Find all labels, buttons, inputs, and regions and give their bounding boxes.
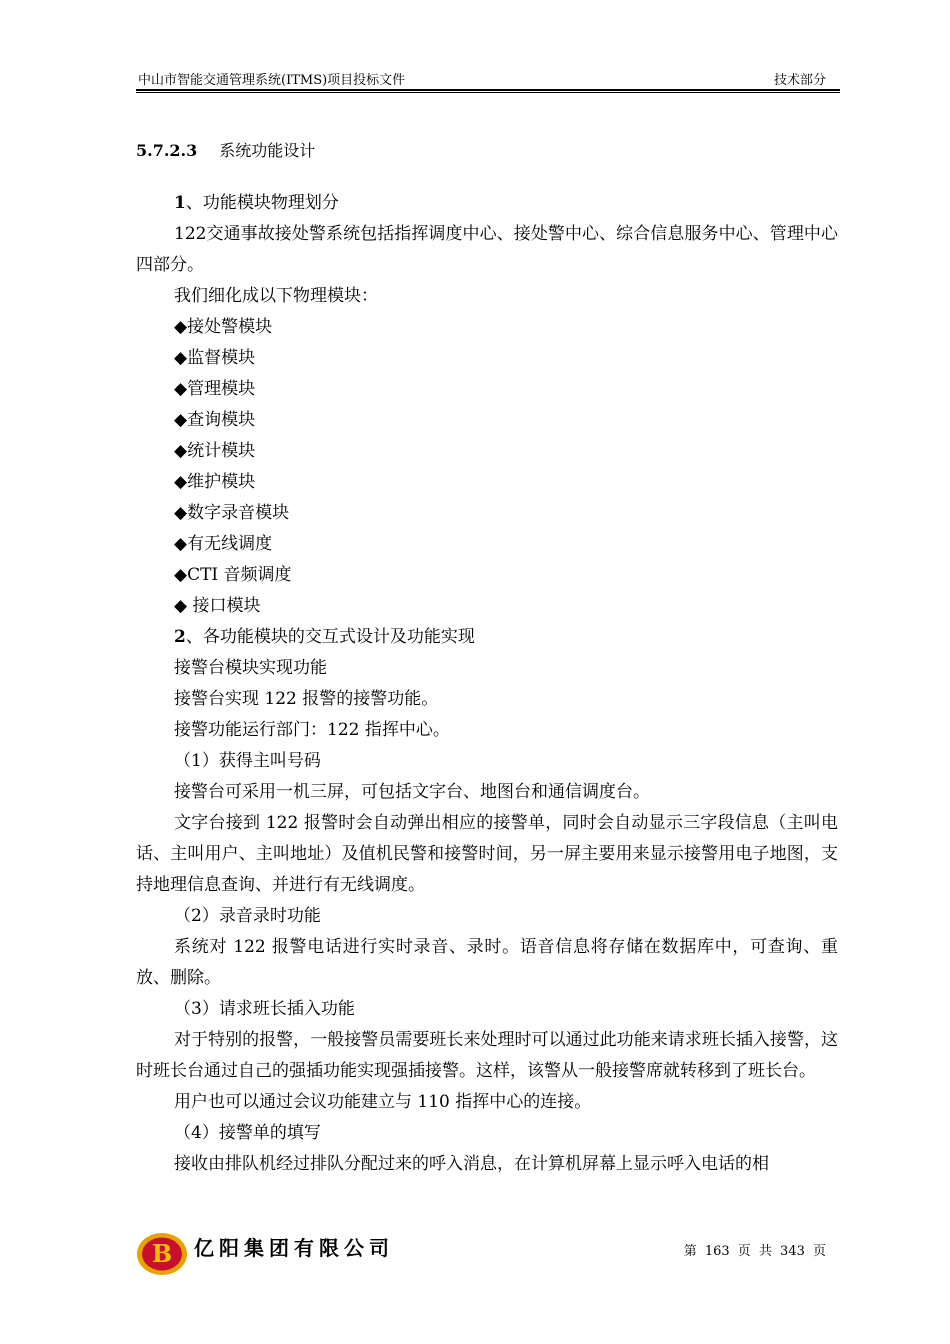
page-number: 第 163 页 共 343 页 bbox=[683, 1244, 826, 1259]
paragraph-text: 接收由排队机经过排队分配过来的呼入消息，在计算机屏幕上显示呼入电话的相 bbox=[174, 1154, 769, 1174]
paragraph-text: ◆监督模块 bbox=[174, 348, 256, 368]
paragraph-text: ◆数字录音模块 bbox=[174, 503, 290, 523]
paragraph-text: ◆维护模块 bbox=[174, 472, 256, 492]
paragraph-text: 、功能模块物理划分 bbox=[185, 193, 339, 213]
paragraph-text: 系统对 122 报警电话进行实时录音、录时。语音信息将存储在数据库中，可查询、重放、删除。 bbox=[136, 937, 838, 988]
paragraph bbox=[136, 808, 838, 901]
paragraph-text: ◆管理模块 bbox=[174, 379, 256, 399]
svg-text:B: B bbox=[151, 1239, 173, 1268]
section-heading bbox=[136, 140, 315, 162]
paragraph bbox=[136, 374, 838, 405]
paragraph bbox=[136, 994, 838, 1025]
section-title: 系统功能设计 bbox=[219, 141, 316, 160]
header-rule-thin bbox=[136, 92, 840, 93]
paragraph-text: ◆查询模块 bbox=[174, 410, 256, 430]
paragraph bbox=[136, 746, 838, 777]
paragraph bbox=[136, 932, 838, 994]
page-footer bbox=[136, 1228, 840, 1280]
page-header bbox=[136, 72, 840, 90]
paragraph-text: 接警功能运行部门：122 指挥中心。 bbox=[174, 720, 450, 740]
paragraph bbox=[136, 343, 838, 374]
paragraph-text: ◆统计模块 bbox=[174, 441, 256, 461]
paragraph-text: ◆有无线调度 bbox=[174, 534, 273, 554]
paragraph-text: 用户也可以通过会议功能建立与 110 指挥中心的连接。 bbox=[174, 1092, 592, 1112]
paragraph bbox=[136, 777, 838, 808]
paragraph bbox=[136, 1118, 838, 1149]
paragraph-text: ◆CTI 音频调度 bbox=[174, 565, 292, 585]
paragraph bbox=[136, 901, 838, 932]
section-number: 5.7.2.3 bbox=[136, 141, 198, 160]
paragraph bbox=[136, 188, 838, 219]
paragraph-text: （4）接警单的填写 bbox=[174, 1123, 321, 1143]
paragraph bbox=[136, 1149, 838, 1180]
paragraph-text: ◆ 接口模块 bbox=[174, 596, 261, 616]
paragraph bbox=[136, 312, 838, 343]
company-name: 亿阳集团有限公司 bbox=[194, 1236, 394, 1260]
paragraph-text: （2）录音录时功能 bbox=[174, 906, 321, 926]
document-body bbox=[136, 188, 838, 1180]
paragraph bbox=[136, 467, 838, 498]
company-logo bbox=[136, 1232, 188, 1276]
header-document-title: 中山市智能交通管理系统(ITMS)项目投标文件 bbox=[138, 73, 406, 88]
paragraph bbox=[136, 436, 838, 467]
paragraph bbox=[136, 1025, 838, 1087]
paragraph-text: （1）获得主叫号码 bbox=[174, 751, 321, 771]
paragraph bbox=[136, 1087, 838, 1118]
paragraph bbox=[136, 498, 838, 529]
paragraph bbox=[136, 653, 838, 684]
paragraph-text: 对于特别的报警，一般接警员需要班长来处理时可以通过此功能来请求班长插入接警，这时班长台通过自己的强插功能实现强插接警。这样，该警从一般接警席就转移到了班长台。 bbox=[136, 1030, 838, 1081]
paragraph-text: 接警台实现 122 报警的接警功能。 bbox=[174, 689, 439, 709]
paragraph-text: （3）请求班长插入功能 bbox=[174, 999, 355, 1019]
paragraph-text: 接警台模块实现功能 bbox=[174, 658, 327, 678]
paragraph bbox=[136, 715, 838, 746]
paragraph bbox=[136, 591, 838, 622]
paragraph-text: 122交通事故接处警系统包括指挥调度中心、接处警中心、综合信息服务中心、管理中心四部分。 bbox=[136, 224, 838, 275]
paragraph-text: 接警台可采用一机三屏，可包括文字台、地图台和通信调度台。 bbox=[174, 782, 650, 802]
paragraph bbox=[136, 622, 838, 653]
paragraph-text: 我们细化成以下物理模块： bbox=[174, 286, 378, 306]
paragraph bbox=[136, 529, 838, 560]
paragraph-text: 、各功能模块的交互式设计及功能实现 bbox=[185, 627, 475, 647]
list-number: 2 bbox=[174, 627, 186, 647]
header-rule bbox=[136, 89, 840, 91]
paragraph bbox=[136, 219, 838, 281]
header-section-label: 技术部分 bbox=[773, 73, 826, 88]
paragraph-text: 文字台接到 122 报警时会自动弹出相应的接警单，同时会自动显示三字段信息（主叫电话、主叫用户、主叫地址）及值机民警和接警时间，另一屏主要用来显示接警用电子地图，支持地理信息查询、并进行有无线调度。 bbox=[136, 813, 838, 895]
paragraph bbox=[136, 684, 838, 715]
list-number: 1 bbox=[174, 193, 186, 213]
paragraph bbox=[136, 560, 838, 591]
paragraph-text: ◆接处警模块 bbox=[174, 317, 273, 337]
paragraph bbox=[136, 405, 838, 436]
paragraph bbox=[136, 281, 838, 312]
